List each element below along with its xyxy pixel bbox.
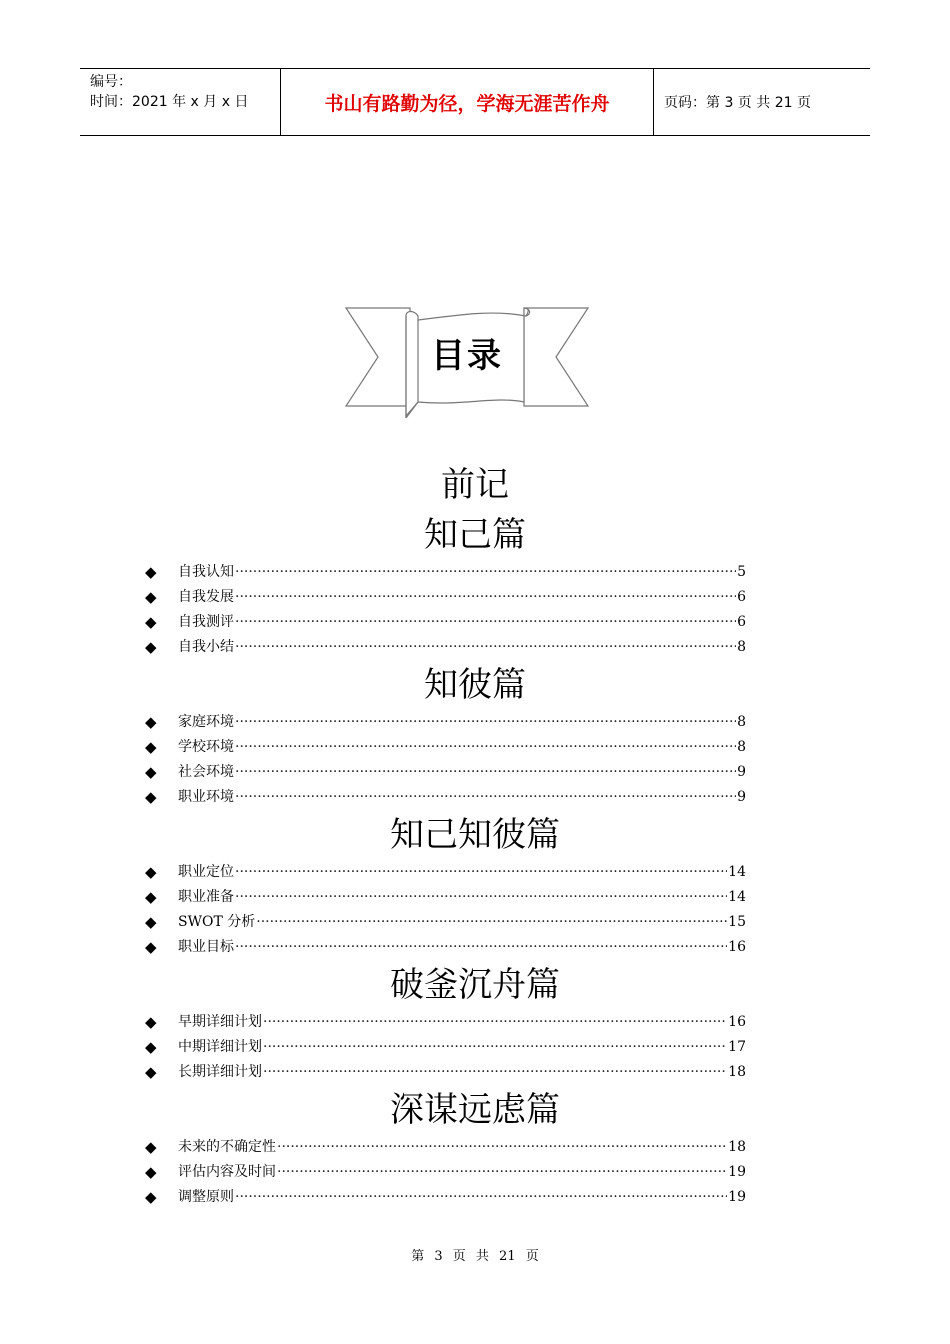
- toc-title: 目录: [431, 336, 503, 376]
- toc-entry-page: 17: [728, 1039, 746, 1055]
- toc-entry[interactable]: [0, 860, 950, 885]
- toc-entry-label: 评估内容及时间: [178, 1164, 276, 1180]
- toc-entry[interactable]: [0, 635, 950, 660]
- toc-entry-label: 中期详细计划: [178, 1039, 262, 1055]
- diamond-bullet-icon: ◆: [145, 1138, 157, 1156]
- diamond-bullet-icon: ◆: [145, 1063, 157, 1081]
- toc-entry[interactable]: [0, 610, 950, 635]
- page-footer: 第 3 页 共 21 页: [411, 1249, 539, 1264]
- toc-entry-page: 14: [728, 864, 746, 880]
- document-header: [80, 68, 870, 136]
- toc-entry-label: 未来的不确定性: [178, 1139, 276, 1155]
- toc-entry-page: 6: [737, 614, 746, 630]
- diamond-bullet-icon: ◆: [145, 1163, 157, 1181]
- diamond-bullet-icon: ◆: [145, 1188, 157, 1206]
- diamond-bullet-icon: ◆: [145, 888, 157, 906]
- toc-entry-page: 5: [737, 564, 746, 580]
- toc-entry-page: 15: [728, 914, 746, 930]
- toc-entry-label: 学校环境: [178, 739, 234, 755]
- toc-entry-label: 自我小结: [178, 639, 234, 655]
- diamond-bullet-icon: ◆: [145, 713, 157, 731]
- toc-entry-page: 8: [737, 639, 746, 655]
- toc-entry-label: 早期详细计划: [178, 1014, 262, 1030]
- diamond-bullet-icon: ◆: [145, 638, 157, 656]
- toc-entry-page: 19: [728, 1164, 746, 1180]
- toc-entry[interactable]: [0, 735, 950, 760]
- toc-entry-page: 14: [728, 889, 746, 905]
- toc-entry-label: 长期详细计划: [178, 1064, 262, 1080]
- toc-entry-label: 自我认知: [178, 564, 234, 580]
- toc-entry-label: 社会环境: [178, 764, 234, 780]
- toc-entry[interactable]: [0, 710, 950, 735]
- diamond-bullet-icon: ◆: [145, 763, 157, 781]
- toc-entry-page: 16: [728, 939, 746, 955]
- section-heading: 知己篇: [424, 515, 526, 555]
- toc-entry-label: 调整原则: [178, 1189, 234, 1205]
- toc-entry-label: 自我发展: [178, 589, 234, 605]
- toc-entry-page: 8: [737, 739, 746, 755]
- diamond-bullet-icon: ◆: [145, 913, 157, 931]
- toc-entry-label: 职业定位: [178, 864, 234, 880]
- toc-entry-page: 19: [728, 1189, 746, 1205]
- toc-entry-label: 职业目标: [178, 939, 234, 955]
- section-heading: 知彼篇: [424, 665, 526, 705]
- diamond-bullet-icon: ◆: [145, 563, 157, 581]
- toc-entry-page: 8: [737, 714, 746, 730]
- toc-entry-page: 6: [737, 589, 746, 605]
- toc-entry[interactable]: [0, 560, 950, 585]
- header-number-label: 编号：: [90, 74, 132, 90]
- toc-entry[interactable]: [0, 1185, 950, 1210]
- diamond-bullet-icon: ◆: [145, 863, 157, 881]
- header-motto: 书山有路勤为径，学海无涯苦作舟: [281, 69, 654, 135]
- table-of-contents: [0, 460, 950, 1210]
- toc-entry-page: 18: [728, 1064, 746, 1080]
- diamond-bullet-icon: ◆: [145, 613, 157, 631]
- diamond-bullet-icon: ◆: [145, 738, 157, 756]
- toc-entry-label: 自我测评: [178, 614, 234, 630]
- toc-entry-page: 9: [737, 764, 746, 780]
- toc-entry-page: 9: [737, 789, 746, 805]
- diamond-bullet-icon: ◆: [145, 1013, 157, 1031]
- section-heading: 深谋远虑篇: [390, 1090, 560, 1130]
- diamond-bullet-icon: ◆: [145, 588, 157, 606]
- header-time-label: 时间：2021 年 x 月 x 日: [90, 94, 249, 110]
- toc-entry-label: 家庭环境: [178, 714, 234, 730]
- header-page-info: 页码：第 3 页 共 21 页: [664, 95, 811, 111]
- toc-entry[interactable]: [0, 1135, 950, 1160]
- diamond-bullet-icon: ◆: [145, 788, 157, 806]
- toc-entry[interactable]: [0, 1010, 950, 1035]
- preface-heading: 前记: [441, 465, 509, 505]
- toc-entry-page: 16: [728, 1014, 746, 1030]
- toc-entry-label: 职业环境: [178, 789, 234, 805]
- toc-entry-label: SWOT 分析: [178, 914, 256, 930]
- toc-entry[interactable]: [0, 785, 950, 810]
- header-meta: [80, 69, 281, 135]
- section-heading: 破釜沉舟篇: [390, 965, 560, 1005]
- toc-entry-page: 18: [728, 1139, 746, 1155]
- toc-entry[interactable]: [0, 760, 950, 785]
- toc-entry[interactable]: [0, 935, 950, 960]
- diamond-bullet-icon: ◆: [145, 1038, 157, 1056]
- toc-entry[interactable]: [0, 885, 950, 910]
- diamond-bullet-icon: ◆: [145, 938, 157, 956]
- toc-entry[interactable]: [0, 910, 950, 935]
- toc-entry-label: 职业准备: [178, 889, 234, 905]
- toc-entry[interactable]: [0, 585, 950, 610]
- toc-entry[interactable]: [0, 1060, 950, 1085]
- section-heading: 知己知彼篇: [390, 815, 560, 855]
- toc-entry[interactable]: [0, 1160, 950, 1185]
- toc-entry[interactable]: [0, 1035, 950, 1060]
